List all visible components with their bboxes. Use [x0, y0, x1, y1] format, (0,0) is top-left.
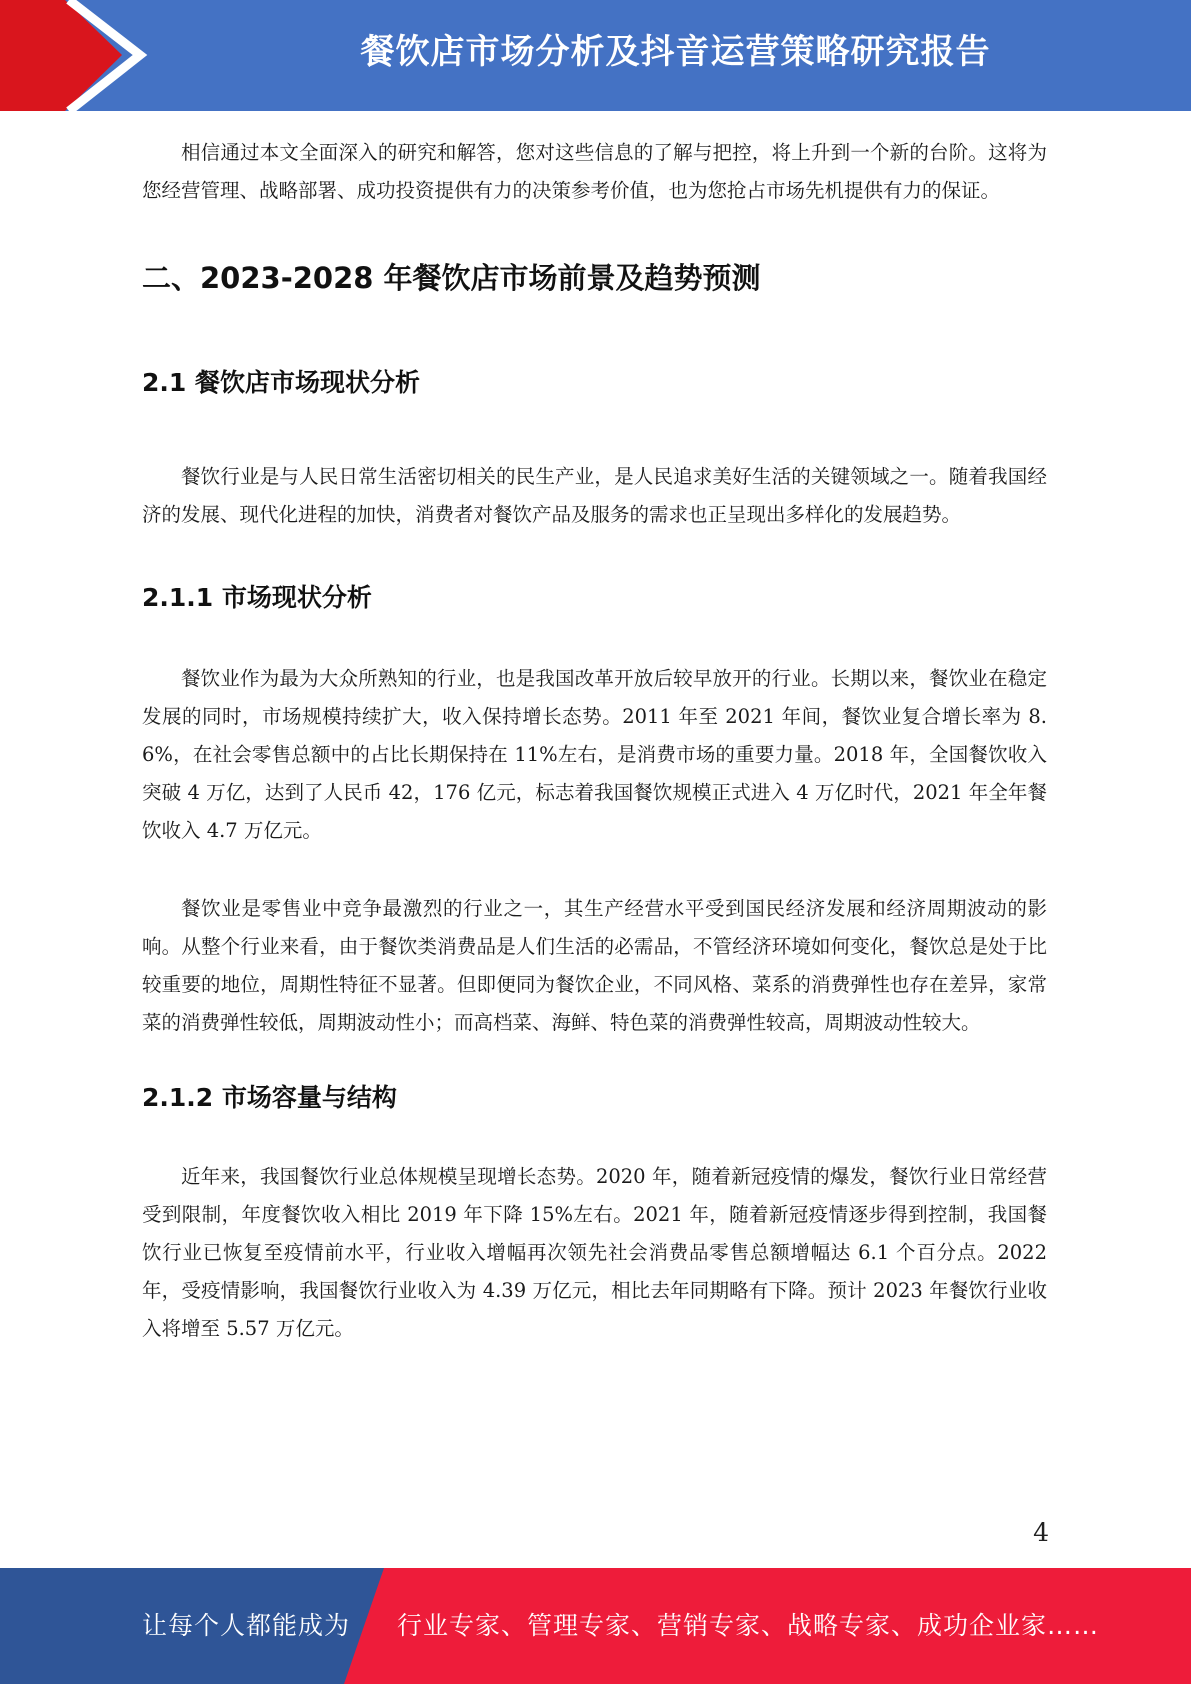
page-number: 4 [1033, 1518, 1049, 1547]
page-footer [0, 1568, 1191, 1684]
paragraph-2-1-2: 近年来，我国餐饮行业总体规模呈现增长态势。2020 年，随着新冠疫情的爆发，餐饮行业日常经营受到限制，年度餐饮收入相比 2019 年下降 15%左右。2021 年，随着新冠疫情逐步得到控制，我国餐饮行业已恢复至疫情前水平，行业收入增幅再次领先社会消费品零售总额增幅达 6.1 个百分点。2022 年，受疫情影响，我国餐饮行业收入为 4.39 万亿元，相比去年同期略有下降。预计 2023 年餐饮行业收入将增至 5.57 万亿元。 [142, 1165, 1047, 1340]
page-header [0, 0, 1191, 111]
report-title: 餐饮店市场分析及抖音运营策略研究报告 [360, 32, 991, 72]
footer-slogan-right: 行业专家、管理专家、营销专家、战略专家、成功企业家…… [397, 1611, 1100, 1640]
section-heading: 二、2023-2028 年餐饮店市场前景及趋势预测 [142, 261, 761, 295]
subsection-heading-2-1-2: 2.1.2 市场容量与结构 [142, 1083, 397, 1112]
paragraph-2-1-1-b: 餐饮业是零售业中竞争最激烈的行业之一，其生产经营水平受到国民经济发展和经济周期波动的影响。从整个行业来看，由于餐饮类消费品是人们生活的必需品，不管经济环境如何变化，餐饮总是处于比较重要的地位，周期性特征不显著。但即便同为餐饮企业，不同风格、菜系的消费弹性也存在差异，家常菜的消费弹性较低，周期波动性小；而高档菜、海鲜、特色菜的消费弹性较高，周期波动性较大。 [142, 897, 1047, 1034]
page-content [142, 134, 1047, 1348]
subsection-heading-2-1: 2.1 餐饮店市场现状分析 [142, 368, 420, 397]
footer-slogan-left: 让每个人都能成为 [142, 1611, 351, 1640]
intro-paragraph: 相信通过本文全面深入的研究和解答，您对这些信息的了解与把控，将上升到一个新的台阶。这将为您经营管理、战略部署、成功投资提供有力的决策参考价值，也为您抢占市场先机提供有力的保证。 [142, 141, 1047, 202]
header-arrow-decoration [0, 0, 160, 111]
paragraph-2-1-1-a: 餐饮业作为最为大众所熟知的行业，也是我国改革开放后较早放开的行业。长期以来，餐饮业在稳定发展的同时，市场规模持续扩大，收入保持增长态势。2011 年至 2021 年间，餐饮业复合增长率为 8.6%，在社会零售总额中的占比长期保持在 11%左右，是消费市场的重要力量。2018 年，全国餐饮收入突破 4 万亿，达到了人民币 42，176 亿元，标志着我国餐饮规模正式进入 4 万亿时代，2021 年全年餐饮收入 4.7 万亿元。 [142, 667, 1047, 842]
paragraph-2-1: 餐饮行业是与人民日常生活密切相关的民生产业，是人民追求美好生活的关键领域之一。随着我国经济的发展、现代化进程的加快，消费者对餐饮产品及服务的需求也正呈现出多样化的发展趋势。 [142, 465, 1047, 526]
subsection-heading-2-1-1: 2.1.1 市场现状分析 [142, 583, 372, 612]
